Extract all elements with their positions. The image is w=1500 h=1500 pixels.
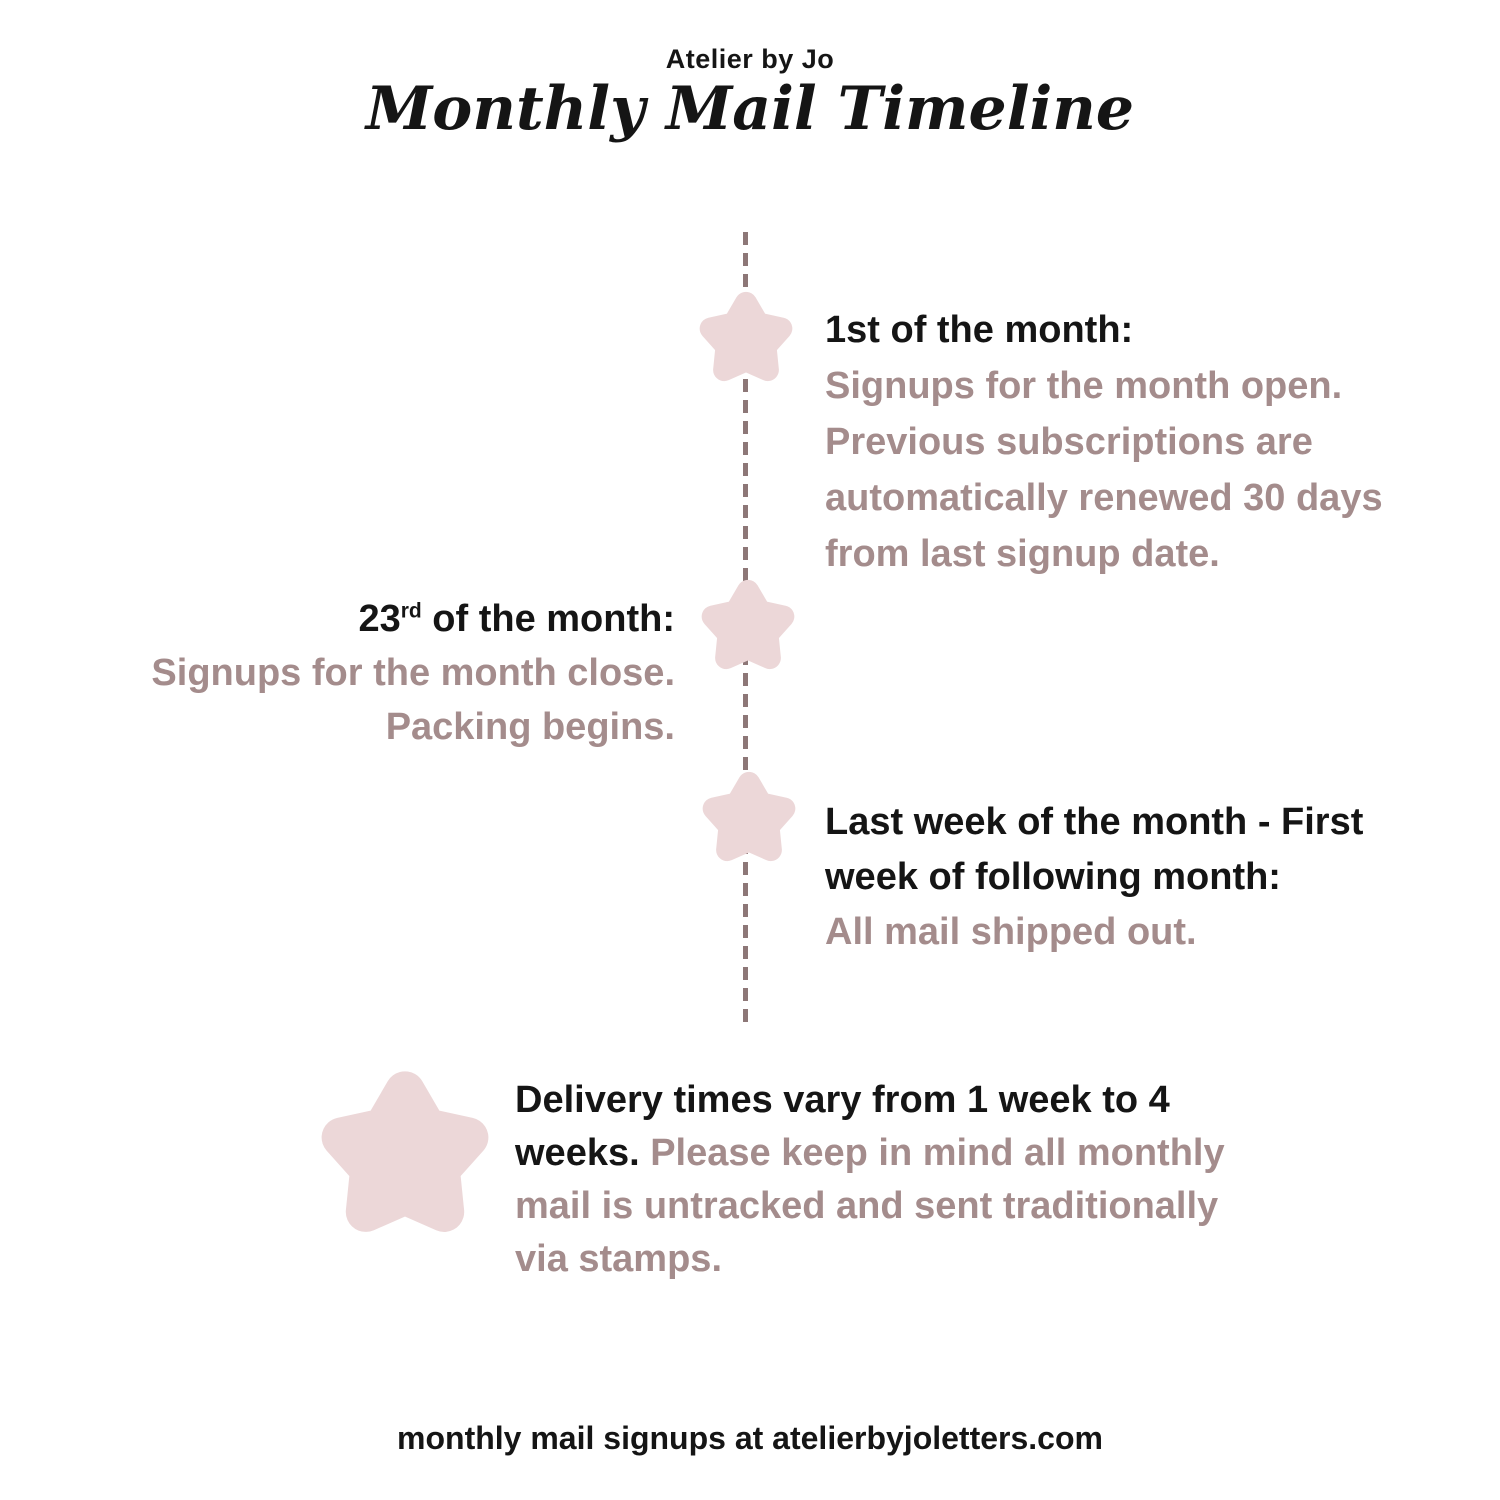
star-icon (696, 290, 796, 390)
entry-body-line: automatically renewed 30 days (825, 477, 1383, 519)
footer-signup-url: monthly mail signups at atelierbyjoletters.com (397, 1420, 1103, 1456)
note-text-mauve: Please keep in mind all monthly (639, 1132, 1225, 1174)
note-text-mauve: via stamps. (515, 1238, 722, 1280)
timeline-entry-first-of-month (825, 302, 1445, 582)
note-line (515, 1180, 1260, 1233)
entry-body-line: from last signup date. (825, 533, 1220, 575)
note-line (515, 1233, 1260, 1286)
timeline-entry-last-week (825, 795, 1445, 960)
star-icon (699, 770, 799, 870)
timeline-entry-23rd-of-month (115, 592, 675, 754)
star-icon (698, 578, 798, 678)
note-line (515, 1074, 1260, 1127)
entry-body-line: Packing begins. (385, 706, 675, 748)
entry-heading: 1st of the month: (825, 309, 1134, 351)
entry-heading-line: Last week of the month - First (825, 801, 1364, 843)
entry-heading (115, 592, 675, 646)
entry-heading-ordinal: rd (400, 599, 422, 623)
entry-heading-line: week of following month: (825, 856, 1281, 898)
star-icon (315, 1068, 495, 1248)
entry-heading-suffix: of the month: (421, 598, 675, 640)
note-text-black: Delivery times vary from 1 week to 4 (515, 1079, 1170, 1121)
page-title: Monthly Mail Timeline (365, 74, 1135, 144)
note-text-black: weeks. (515, 1132, 640, 1174)
delivery-note (515, 1074, 1260, 1286)
entry-body-line: Signups for the month open. (825, 365, 1343, 407)
brand-name: Atelier by Jo (665, 44, 835, 74)
note-line (515, 1127, 1260, 1180)
entry-body: All mail shipped out. (825, 911, 1197, 953)
entry-body-line: Signups for the month close. (151, 652, 675, 694)
entry-body-line: Previous subscriptions are (825, 421, 1313, 463)
note-text-mauve: mail is untracked and sent traditionally (515, 1185, 1219, 1227)
entry-heading-number: 23 (358, 598, 401, 640)
